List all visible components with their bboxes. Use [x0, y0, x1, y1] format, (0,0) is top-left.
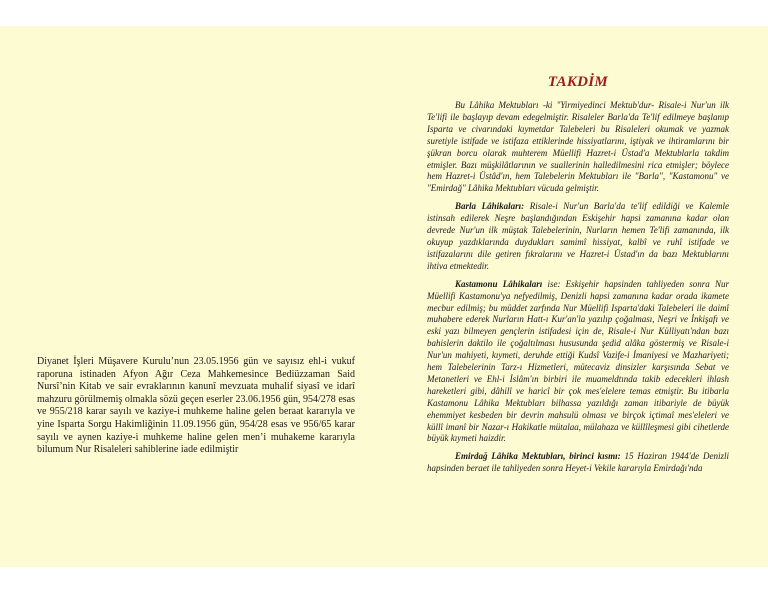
kastamonu-heading: Kastamonu Lâhikaları [455, 278, 543, 289]
kastamonu-paragraph [427, 279, 729, 446]
emirdag-paragraph [427, 451, 729, 475]
emirdag-text: 15 Haziran 1944'de Denizli hapsinden beraet ile tahliyeden sonra Heyet-i Vekile kararıyla Emirdağı'nda [427, 451, 729, 474]
kastamonu-text: ise: Eskişehir hapsinden tahliyeden sonra Nur Müellifi Kastamonu'ya nefyedilmiş, Denizli hapsi zamanına kadar orada ikamete mecbur edilmiş; bu müddet zarfında Nur Müellifi Isparta'daki Talebeleri ile daimî muhabere ederek Nurların Hatt-ı Kur'an'la yazılıp çoğalması, Neşri ve İnkişafı ve eski yazı bilmeyen gençlerin istifadesi için de, Risale-i Nur Külliyatı'ndan bazı bahislerin daktilo ile çoğaltılması hususunda şedid alâka göstermiş ve Risale-i Nur'un mahiyeti, kıymeti, deruhde ettiği Kudsî Vazife-i İmaniyesi ve Mazhariyeti; hem Talebelerinin Tarz-ı Hizmetleri, mütecaviz dinsizler karşısında Sebat ve Metanetleri ve Ehl-i İslâm'ın birbiri ile muameldtında takib edecekleri ihlash hareketleri gibi, dâhilî ve haricî bir çok mes'elelere temas etmiştir. Bu itibarla Kastamonu Lâhika Mektubları bilhassa yazıldığı zaman itibariyle de büyük ehemmiyet kesbeden bir devrin mahsulü olması ve birçok içtimaî mes'eleleri ve küllî imanî bir Nazar-ı Hakikatle mütalaa, mülahaza ve küllîleşmesi gibi cihetlerde büyük kıymeti haizdir. [427, 278, 730, 444]
barla-text: Risale-i Nur'un Barla'da te'lif edildiği ve Kalemle istinsah edilerek Neşre başlandığından Eskişehir hapsi zamanına kadar olan devrede Nur'un ilk müştak Talebelerinin, Nurların hemen Te'lifi zamanında, ilk okuyup yazdıklarında duydukları samimî hissiyat, kalbî ve ruhî istifade ve istifazalarını dile getiren fıkralarını ve Hazret-i Üstad'ın da bazı Mektublarını ihtiva etmektedir. [427, 201, 730, 271]
book-spread [0, 26, 768, 567]
right-page [427, 74, 729, 481]
emirdag-heading: Emirdağ Lâhika Mektubları, birinci kısmı: [455, 451, 621, 462]
intro-paragraph: Bu Lâhika Mektubları -ki "Yirmiyedinci Mektub'dur- Risale-i Nur'un ilk Te'lifi ile başlayıp devam edegelmiştir. Risaleler Barla'da Te'lif edilmeye başlanıp Isparta ve civarındaki kıymetdar Talebeleri bu Risaleleri okumak ve yazmak suretiyle istifade ve istifaza ettiklerinde hissiyatlarını, iştiyak ve ihtiramlarını bir şükran borcu olarak muhterem Müellifi Hazret-i Üstad'a Mektublarla takdim etmişler. Bazı müşkilâtlarının ve suallerinin halledilmesini rica etmişler; böylece hem Hazret-i Üstâd'ın, hem Talebelerin Mektubları ile "Barla", "Kastamonu" ve "Emirdağ" Lâhika Mektubları vücuda gelmiştir. [427, 100, 729, 194]
barla-heading: Barla Lâhikaları: [455, 201, 525, 212]
barla-paragraph [427, 201, 729, 272]
court-notice: Diyanet İşleri Müşavere Kurulu’nun 23.05.1956 gün ve sayısız ehl-i vukuf raporuna istinaden Afyon Ağır Ceza Mahkemesince Bediüzzaman Said Nursî’nin Kitab ve sair evraklarının kanunî mevzuata muhalif siyasî ve idarî mahzuru görülmemiş olmakla sözü geçen eserler 23.06.1956 gün, 954/278 esas ve 955/218 karar sayılı ve kaziye-i muhkeme haline gelen beraat kararıyla ve yine Isparta Sorgu Hakimliğinin 11.09.1956 gün, 954/28 esas ve 956/65 karar sayılı ve aynen kaziye-i muhkeme haline gelen men’i muhakeme kararıyla bilumum Nur Risaleleri sahiblerine iade edilmiştir [37, 356, 355, 456]
left-page [37, 356, 355, 457]
page-title: TAKDİM [547, 74, 609, 90]
